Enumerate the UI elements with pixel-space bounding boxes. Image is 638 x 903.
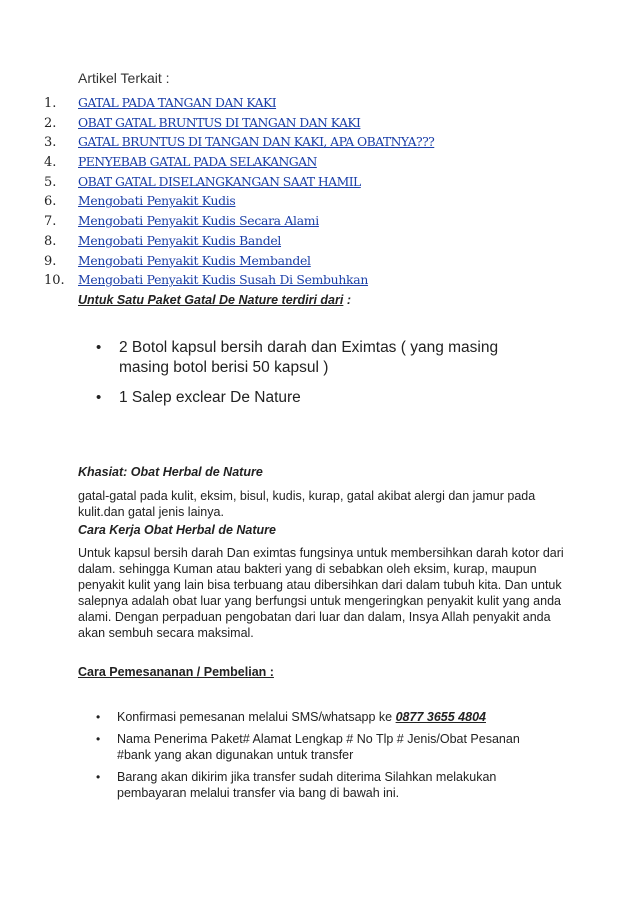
list-number: 2. xyxy=(44,115,57,131)
related-article-item xyxy=(44,191,434,211)
bullet-icon: • xyxy=(96,732,101,746)
list-number: 7. xyxy=(44,214,57,230)
order-steps-list xyxy=(96,709,546,801)
list-number: 6. xyxy=(44,194,57,210)
related-article-item xyxy=(44,172,434,192)
bullet-icon: • xyxy=(96,389,102,406)
cara-kerja-title: Cara Kerja Obat Herbal de Nature xyxy=(78,523,276,537)
list-number: 10. xyxy=(44,273,65,289)
list-number: 8. xyxy=(44,233,57,249)
list-number: 4. xyxy=(44,155,57,171)
related-article-item xyxy=(44,231,434,251)
related-article-link[interactable]: OBAT GATAL BRUNTUS DI TANGAN DAN KAKI xyxy=(78,114,361,130)
package-contents-list xyxy=(96,338,546,408)
related-articles-list xyxy=(44,93,434,290)
related-article-link[interactable]: PENYEBAB GATAL PADA SELAKANGAN xyxy=(78,154,317,170)
related-article-item xyxy=(44,132,434,152)
related-article-item xyxy=(44,211,434,231)
list-item: • Konfirmasi pemesanan melalui SMS/whatsapp ke 0877 3655 4804 xyxy=(96,710,486,724)
related-article-link[interactable]: OBAT GATAL DISELANGKANGAN SAAT HAMIL xyxy=(78,173,361,189)
cara-kerja-text: Untuk kapsul bersih darah Dan eximtas fungsinya untuk membersihkan darah kotor dari dalam. sehingga Kuman atau bakteri yang di sebabkan oleh eksim, kurap, maupun penyakit kulit yang lain bisa terbuang atau dibersihkan dari dalam tubuh kita. Dan untuk salepnya adalah obat luar yang berfungsi untuk mengeringkan penyakit kulit yang anda alami. Dengan perpaduan pengobatan dari luar dan dalam, Insya Allah penyakit anda akan sembuh secara maksimal. xyxy=(78,546,564,640)
related-article-link[interactable]: Mengobati Penyakit Kudis Susah Di Sembuhkan xyxy=(78,272,369,288)
list-number: 1. xyxy=(44,96,57,111)
list-item: • Barang akan dikirim jika transfer sudah diterima Silahkan melakukan pembayaran melalui transfer via bang di bawah ini. xyxy=(96,770,497,800)
related-article-item xyxy=(44,113,434,133)
khasiat-title: Khasiat: Obat Herbal de Nature xyxy=(78,465,263,479)
bullet-icon: • xyxy=(96,770,101,784)
related-article-link[interactable]: Mengobati Penyakit Kudis Membandel xyxy=(78,252,311,268)
package-contents-title: Untuk Satu Paket Gatal De Nature terdiri dari : xyxy=(78,293,351,307)
related-article-link[interactable]: Mengobati Penyakit Kudis Bandel xyxy=(78,232,282,248)
related-articles-heading: Artikel Terkait : xyxy=(78,70,170,86)
related-article-item xyxy=(44,152,434,172)
list-item: • Nama Penerima Paket# Alamat Lengkap # No Tlp # Jenis/Obat Pesanan #bank yang akan digunakan untuk transfer xyxy=(96,732,520,762)
related-article-link[interactable]: Mengobati Penyakit Kudis Secara Alami xyxy=(78,213,319,229)
related-article-item xyxy=(44,93,434,113)
related-article-link[interactable]: Mengobati Penyakit Kudis xyxy=(78,193,236,209)
bullet-icon: • xyxy=(96,339,102,356)
khasiat-text: gatal-gatal pada kulit, eksim, bisul, kudis, kurap, gatal akibat alergi dan jamur pada kulit.dan gatal jenis lainya. xyxy=(78,489,536,519)
list-number: 9. xyxy=(44,253,57,269)
related-article-link[interactable]: GATAL BRUNTUS DI TANGAN DAN KAKI, APA OBATNYA??? xyxy=(78,134,435,150)
list-number: 5. xyxy=(44,174,57,190)
related-article-item xyxy=(44,270,434,290)
related-article-item xyxy=(44,251,434,271)
list-item: • 1 Salep exclear De Nature xyxy=(96,389,301,406)
list-item: • 2 Botol kapsul bersih darah dan Eximtas ( yang masing masing botol berisi 50 kapsul ) xyxy=(96,339,499,376)
related-article-link[interactable]: GATAL PADA TANGAN DAN KAKI xyxy=(78,95,277,110)
phone-number[interactable]: 0877 3655 4804 xyxy=(395,710,486,724)
order-title: Cara Pemesananan / Pembelian : xyxy=(78,665,274,679)
list-number: 3. xyxy=(44,135,57,151)
bullet-icon: • xyxy=(96,710,101,724)
